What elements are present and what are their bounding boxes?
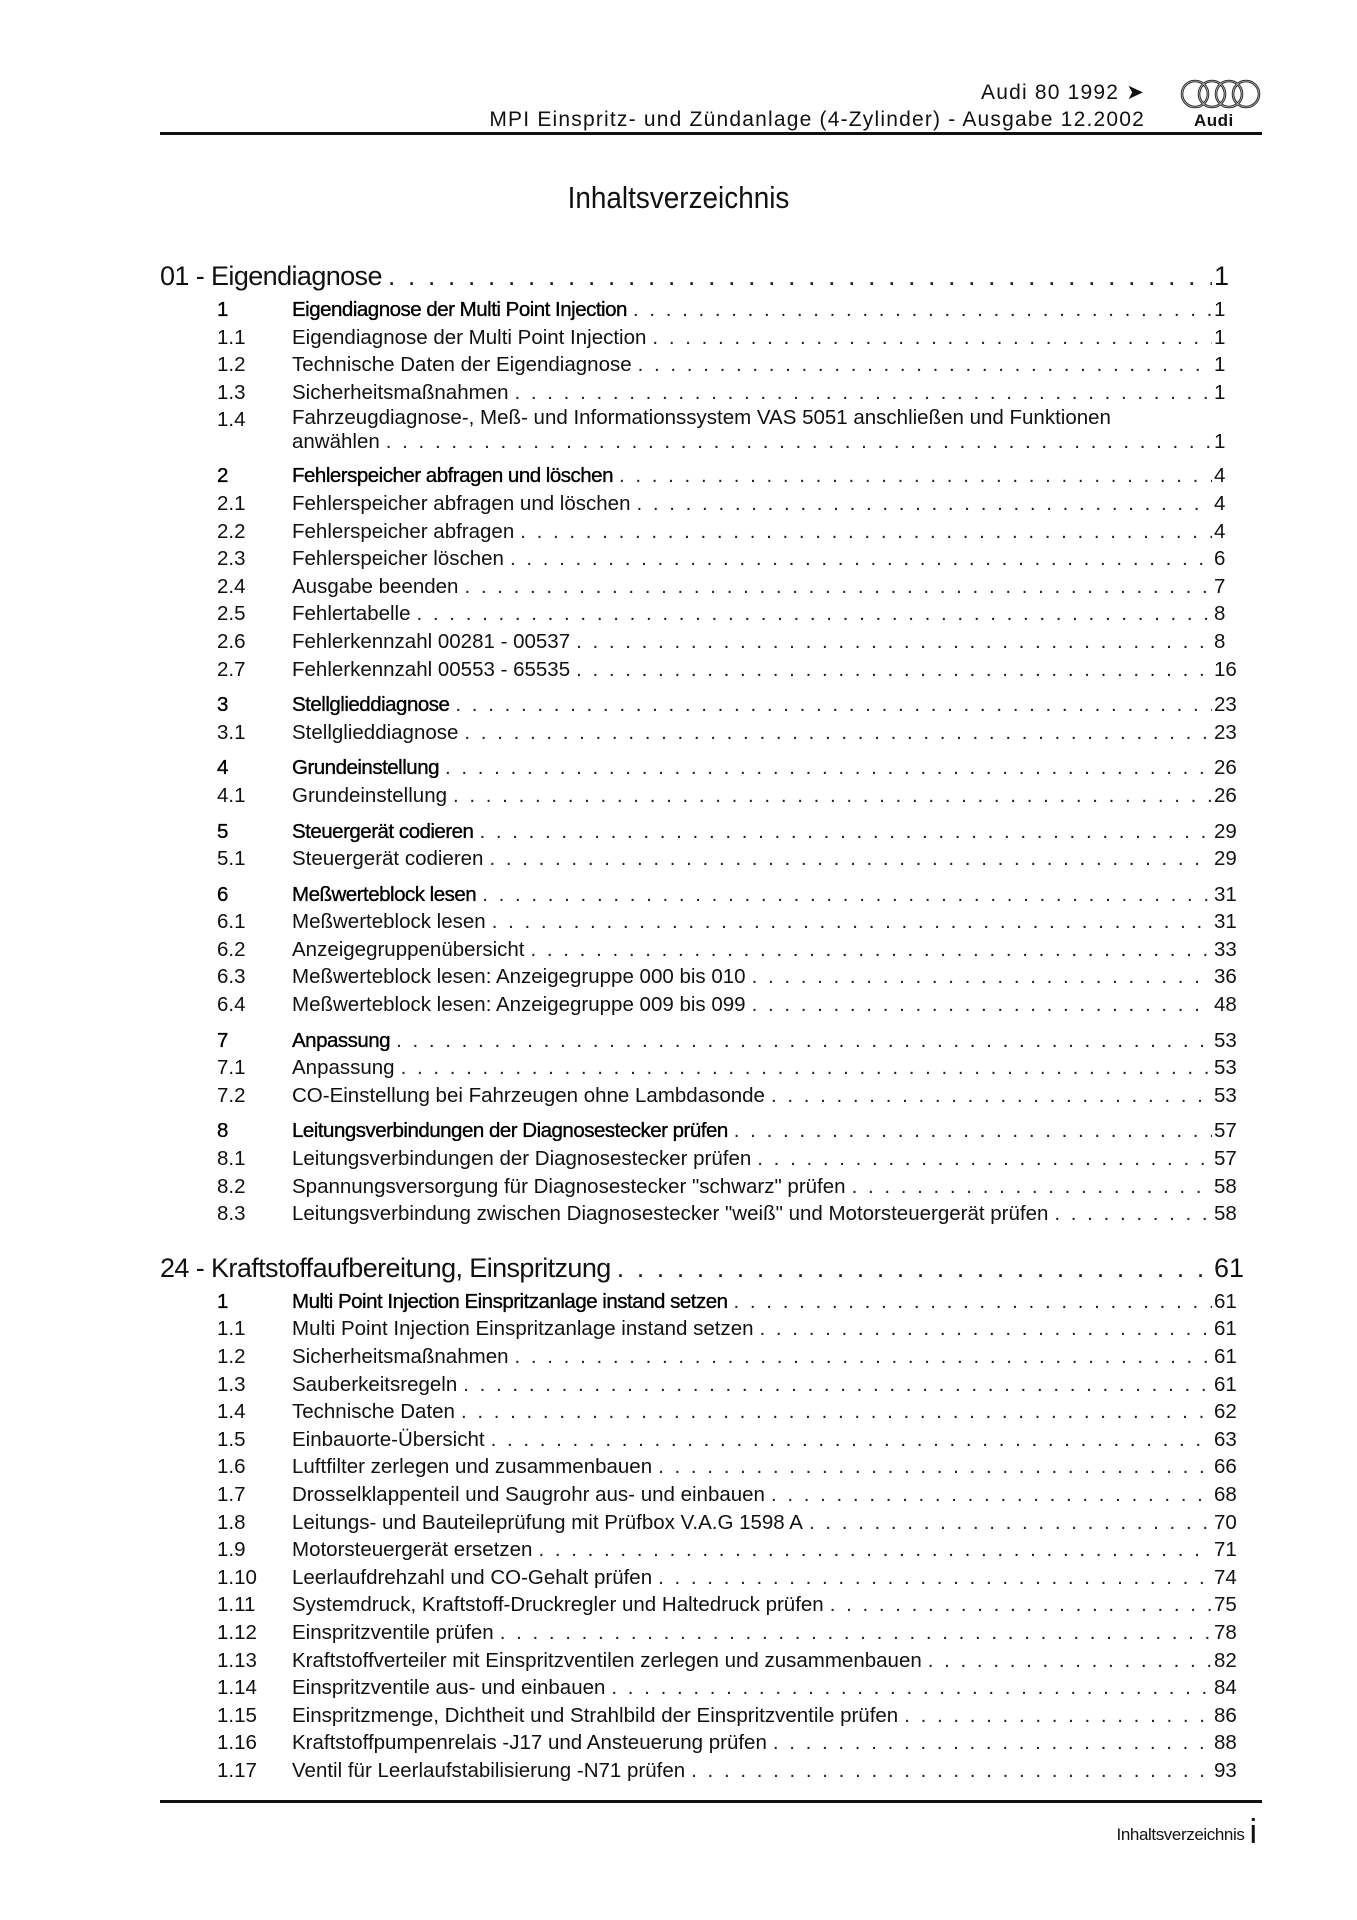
dot-leader — [464, 719, 1212, 747]
entry-title: Ausgabe beenden — [292, 574, 459, 598]
entry-page-number: 29 — [1214, 847, 1237, 871]
dot-leader — [760, 1315, 1212, 1343]
entry-page-number: 4 — [1214, 464, 1226, 488]
dot-leader — [492, 908, 1212, 936]
entry-title-continued-row — [160, 430, 1262, 454]
entry-page-number: 63 — [1214, 1427, 1237, 1451]
dot-leader — [401, 1054, 1212, 1082]
toc-entry[interactable] — [160, 296, 1262, 324]
entry-number: 1 — [217, 1289, 228, 1313]
entry-number: 1.11 — [217, 1593, 256, 1617]
toc-entry[interactable] — [160, 406, 1262, 454]
dot-leader — [633, 296, 1212, 324]
entry-title: Leitungsverbindungen der Diagnosestecker prüfen — [292, 1119, 728, 1143]
entry-page-number: 53 — [1214, 1083, 1237, 1107]
dot-leader — [904, 1702, 1212, 1730]
entry-title: Meßwerteblock lesen — [292, 910, 486, 934]
toc-entry[interactable] — [160, 462, 1262, 490]
entry-title: Drosselklappenteil und Saugrohr aus- und einbauen — [292, 1482, 765, 1506]
dot-leader — [453, 782, 1212, 810]
entry-page-number: 88 — [1214, 1731, 1237, 1755]
entry-page-number: 1 — [1214, 298, 1226, 321]
entry-title: Einspritzmenge, Dichtheit und Strahlbild der Einspritzventile prüfen — [292, 1703, 899, 1727]
entry-title: Fehlerkennzahl 00281 - 00537 — [292, 629, 571, 653]
dot-leader — [809, 1509, 1212, 1537]
entry-page-number: 62 — [1214, 1400, 1237, 1424]
table-of-contents — [160, 258, 1262, 1785]
entry-title: Ventil für Leerlaufstabilisierung -N71 prüfen — [292, 1758, 686, 1782]
toc-entry[interactable] — [160, 754, 1262, 782]
toc-entry[interactable] — [160, 1082, 1262, 1110]
entry-number: 6.3 — [217, 965, 246, 989]
entry-page-number: 6 — [1214, 547, 1226, 571]
entry-number: 2.3 — [217, 547, 246, 571]
toc-entry[interactable] — [160, 1343, 1262, 1371]
dot-leader — [500, 1619, 1212, 1647]
toc-entry[interactable] — [160, 1117, 1262, 1145]
entry-title: Kraftstoffverteiler mit Einspritzventilen zerlegen und zusammenbauen — [292, 1648, 922, 1672]
dot-leader — [576, 656, 1212, 684]
dot-leader — [928, 1647, 1212, 1675]
dot-leader — [461, 1398, 1212, 1426]
chapter-page-number: 1 — [1214, 261, 1230, 291]
entry-title: Systemdruck, Kraftstoff-Druckregler und Haltedruck prüfen — [292, 1593, 824, 1617]
entry-title: Anpassung — [292, 1056, 395, 1080]
toc-entry[interactable] — [160, 656, 1262, 684]
dot-leader — [658, 1564, 1212, 1592]
entry-title: Kraftstoffpumpenrelais -J17 und Ansteuerung prüfen — [292, 1731, 767, 1755]
dot-leader — [617, 1250, 1212, 1286]
footer-label: Inhaltsverzeichnis — [1116, 1825, 1245, 1844]
entry-number: 1.1 — [217, 325, 246, 349]
toc-entry[interactable] — [160, 628, 1262, 656]
dot-leader — [658, 1453, 1212, 1481]
toc-entry[interactable] — [160, 1173, 1262, 1201]
entry-number: 2.2 — [217, 519, 246, 543]
dot-leader — [757, 1145, 1212, 1173]
entry-page-number: 26 — [1214, 756, 1237, 780]
dot-leader — [771, 1082, 1212, 1110]
entry-page-number: 1 — [1214, 325, 1226, 349]
chapter-heading: 24 - Kraftstoffaufbereitung, Einspritzung — [160, 1252, 611, 1283]
entry-page-number: 7 — [1214, 574, 1226, 598]
toc-entry[interactable] — [160, 324, 1262, 352]
entry-title: Eigendiagnose der Multi Point Injection — [292, 325, 647, 349]
entry-page-number: 61 — [1214, 1372, 1237, 1396]
entry-number: 6.2 — [217, 937, 246, 961]
toc-entry[interactable] — [160, 1453, 1262, 1481]
entry-title: CO-Einstellung bei Fahrzeugen ohne Lambdasonde — [292, 1083, 765, 1107]
dot-leader — [510, 545, 1212, 573]
toc-entry[interactable] — [160, 1702, 1262, 1730]
entry-page-number: 23 — [1214, 693, 1237, 717]
entry-title: Fehlerspeicher abfragen und löschen — [292, 491, 631, 515]
toc-entry[interactable] — [160, 881, 1262, 909]
dot-leader — [773, 1729, 1212, 1757]
toc-entry[interactable] — [160, 1426, 1262, 1454]
dot-leader — [417, 600, 1212, 628]
dot-leader — [386, 430, 1212, 454]
dot-leader — [691, 1757, 1212, 1785]
entry-number: 7 — [217, 1028, 228, 1052]
entry-page-number: 57 — [1214, 1147, 1237, 1171]
toc-entry[interactable] — [160, 1200, 1262, 1228]
entry-number: 1.15 — [217, 1703, 257, 1727]
dot-leader — [752, 963, 1212, 991]
toc-entry[interactable] — [160, 573, 1262, 601]
entry-title: Fehlerspeicher löschen — [292, 547, 504, 571]
entry-number: 1.17 — [217, 1758, 257, 1782]
dot-leader — [576, 628, 1212, 656]
entry-title: Meßwerteblock lesen: Anzeigegruppe 000 bis 010 — [292, 965, 746, 989]
entry-title: Multi Point Injection Einspritzanlage instand setzen — [292, 1317, 754, 1341]
entry-title: Spannungsversorgung für Diagnosestecker "schwarz" prüfen — [292, 1174, 846, 1198]
entry-number: 1.1 — [217, 1317, 246, 1341]
entry-number: 1.12 — [217, 1620, 257, 1644]
entry-title: Multi Point Injection Einspritzanlage instand setzen — [292, 1289, 728, 1313]
footer — [1116, 1813, 1257, 1851]
dot-leader — [734, 1117, 1212, 1145]
dot-leader — [455, 691, 1212, 719]
toc-entry[interactable] — [160, 1054, 1262, 1082]
entry-number: 1.3 — [217, 1372, 246, 1396]
toc-entry[interactable] — [160, 1481, 1262, 1509]
entry-page-number: 26 — [1214, 783, 1237, 807]
dot-leader — [652, 324, 1212, 352]
toc-entry[interactable] — [160, 1509, 1262, 1537]
toc-entry[interactable] — [160, 719, 1262, 747]
entry-page-number: 31 — [1214, 882, 1237, 906]
entry-number: 8 — [217, 1119, 228, 1143]
entry-number: 7.1 — [217, 1056, 246, 1080]
entry-page-number: 86 — [1214, 1703, 1237, 1727]
dot-leader — [752, 991, 1212, 1019]
toc-entry[interactable] — [160, 1315, 1262, 1343]
entry-title: Sauberkeitsregeln — [292, 1372, 458, 1396]
toc-entry[interactable] — [160, 1536, 1262, 1564]
entry-title: Fehlertabelle — [292, 602, 411, 626]
entry-page-number: 1 — [1214, 353, 1226, 377]
chapter-page-number: 61 — [1214, 1252, 1245, 1283]
entry-number: 6.1 — [217, 910, 246, 934]
dot-leader — [1054, 1200, 1212, 1228]
toc-chapter[interactable] — [160, 1250, 1262, 1286]
entry-number: 2.5 — [217, 602, 246, 626]
entry-page-number: 48 — [1214, 993, 1237, 1017]
entry-page-number: 58 — [1214, 1202, 1237, 1226]
entry-title: Leitungsverbindung zwischen Diagnosestecker "weiß" und Motorsteuergerät prüfen — [292, 1202, 1049, 1226]
entry-number: 1.2 — [217, 1345, 246, 1368]
entry-number: 1.9 — [217, 1538, 246, 1562]
entry-number: 1.4 — [217, 1400, 246, 1424]
header-rule — [160, 132, 1262, 135]
entry-title: Grundeinstellung — [292, 783, 447, 807]
entry-page-number: 70 — [1214, 1510, 1237, 1534]
toc-entry[interactable] — [160, 1674, 1262, 1702]
entry-title: Luftfilter zerlegen und zusammenbauen — [292, 1455, 653, 1479]
toc-entry[interactable] — [160, 1564, 1262, 1592]
entry-title: Anpassung — [292, 1028, 391, 1052]
entry-number: 5 — [217, 819, 228, 843]
entry-title: Einspritzventile aus- und einbauen — [292, 1676, 606, 1700]
toc-entry[interactable] — [160, 991, 1262, 1019]
footer-rule — [160, 1800, 1262, 1803]
entry-title: Fehlerspeicher abfragen und löschen — [292, 464, 613, 488]
entry-number: 1.4 — [217, 408, 246, 432]
toc-entry[interactable] — [160, 1619, 1262, 1647]
entry-number: 1.10 — [217, 1565, 257, 1589]
dot-leader — [638, 351, 1212, 379]
entry-title: Eigendiagnose der Multi Point Injection — [292, 298, 627, 321]
entry-title: Technische Daten — [292, 1400, 455, 1424]
dot-leader — [464, 573, 1212, 601]
header-subtitle: MPI Einspritz- und Zündanlage (4-Zylinder) - Ausgabe 12.2002 — [489, 108, 1145, 131]
dot-leader — [396, 1027, 1212, 1055]
dot-leader — [388, 258, 1212, 294]
toc-entry[interactable] — [160, 936, 1262, 964]
dot-leader — [445, 754, 1212, 782]
toc-entry[interactable] — [160, 379, 1262, 407]
entry-number: 4.1 — [217, 783, 246, 807]
dot-leader — [515, 1343, 1213, 1371]
entry-number: 3 — [217, 693, 228, 717]
dot-leader — [771, 1481, 1212, 1509]
entry-title: Grundeinstellung — [292, 756, 439, 780]
audi-wordmark: Audi — [1194, 111, 1234, 130]
dot-leader — [491, 1426, 1212, 1454]
toc-entry[interactable] — [160, 782, 1262, 810]
toc-entry[interactable] — [160, 518, 1262, 546]
entry-page-number: 57 — [1214, 1119, 1237, 1143]
entry-number: 1.8 — [217, 1510, 246, 1534]
entry-page-number: 4 — [1214, 491, 1226, 515]
entry-page-number: 61 — [1214, 1289, 1237, 1313]
toc-entry[interactable] — [160, 818, 1262, 846]
entry-page-number: 29 — [1214, 819, 1237, 843]
dot-leader — [619, 462, 1212, 490]
entry-number: 1.3 — [217, 380, 246, 404]
entry-number: 1.7 — [217, 1482, 246, 1506]
entry-page-number: 23 — [1214, 720, 1237, 744]
dot-leader — [830, 1591, 1212, 1619]
entry-page-number: 1 — [1214, 380, 1226, 404]
entry-number: 2 — [217, 464, 228, 488]
entry-page-number: 84 — [1214, 1676, 1237, 1700]
entry-page-number: 66 — [1214, 1455, 1237, 1479]
entry-title: Leerlaufdrehzahl und CO-Gehalt prüfen — [292, 1565, 653, 1589]
entry-number: 8.1 — [217, 1147, 246, 1171]
entry-page-number: 1 — [1214, 430, 1226, 454]
entry-number: 3.1 — [217, 720, 246, 744]
entry-title: Motorsteuergerät ersetzen — [292, 1538, 533, 1562]
toc-entry[interactable] — [160, 351, 1262, 379]
entry-title-continued: anwählen — [292, 430, 380, 454]
toc-entry[interactable] — [160, 545, 1262, 573]
entry-number: 2.7 — [217, 657, 246, 681]
entry-number: 8.2 — [217, 1174, 246, 1198]
toc-entry[interactable] — [160, 1729, 1262, 1757]
toc-entry[interactable] — [160, 1288, 1262, 1316]
entry-page-number: 4 — [1214, 519, 1226, 543]
dot-leader — [636, 490, 1212, 518]
entry-page-number: 53 — [1214, 1056, 1237, 1080]
entry-page-number: 93 — [1214, 1758, 1237, 1782]
dot-leader — [520, 518, 1212, 546]
dot-leader — [538, 1536, 1212, 1564]
dot-leader — [734, 1288, 1212, 1316]
entry-title: Stellglieddiagnose — [292, 720, 459, 744]
toc-entry[interactable] — [160, 1145, 1262, 1173]
toc-entry[interactable] — [160, 490, 1262, 518]
dot-leader — [489, 845, 1212, 873]
entry-title: Leitungs- und Bauteileprüfung mit Prüfbox V.A.G 1598 A — [292, 1510, 803, 1534]
entry-page-number: 8 — [1214, 602, 1226, 626]
entry-title: Anzeigegruppenübersicht — [292, 937, 525, 961]
chapter-heading: 01 - Eigendiagnose — [160, 261, 382, 291]
entry-number: 4 — [217, 756, 228, 780]
entry-number: 1.16 — [217, 1731, 257, 1755]
entry-number: 1 — [217, 298, 228, 321]
toc-entry[interactable] — [160, 1757, 1262, 1785]
entry-number: 2.1 — [217, 491, 246, 515]
entry-page-number: 53 — [1214, 1028, 1237, 1052]
entry-page-number: 36 — [1214, 965, 1237, 989]
entry-title: Stellglieddiagnose — [292, 693, 450, 717]
entry-page-number: 74 — [1214, 1565, 1237, 1589]
entry-number: 1.14 — [217, 1676, 257, 1700]
entry-page-number: 71 — [1214, 1538, 1237, 1562]
entry-number: 2.4 — [217, 574, 246, 598]
entry-page-number: 75 — [1214, 1593, 1237, 1617]
entry-page-number: 82 — [1214, 1648, 1237, 1672]
dot-leader — [482, 881, 1212, 909]
entry-page-number: 16 — [1214, 657, 1237, 681]
entry-number: 6 — [217, 882, 228, 906]
toc-entry[interactable] — [160, 691, 1262, 719]
toc-entry[interactable] — [160, 963, 1262, 991]
entry-number: 1.13 — [217, 1648, 257, 1672]
dot-leader — [515, 379, 1213, 407]
page-title: Inhaltsverzeichnis — [567, 180, 790, 215]
dot-leader — [531, 936, 1213, 964]
entry-title: Fehlerkennzahl 00553 - 65535 — [292, 657, 571, 681]
entry-page-number: 78 — [1214, 1620, 1237, 1644]
toc-entry[interactable] — [160, 1371, 1262, 1399]
toc-entry[interactable] — [160, 1647, 1262, 1675]
dot-leader — [852, 1173, 1212, 1201]
entry-title: Einbauorte-Übersicht — [292, 1427, 485, 1451]
entry-page-number: 31 — [1214, 910, 1237, 934]
entry-number: 1.6 — [217, 1455, 246, 1479]
entry-title: Technische Daten der Eigendiagnose — [292, 353, 632, 377]
entry-title: Fehlerspeicher abfragen — [292, 519, 515, 543]
toc-entry[interactable] — [160, 600, 1262, 628]
footer-page-marker: i — [1249, 1813, 1257, 1851]
toc-entry[interactable] — [160, 845, 1262, 873]
entry-page-number: 8 — [1214, 629, 1226, 653]
entry-title: Sicherheitsmaßnahmen — [292, 380, 509, 404]
entry-number: 2.6 — [217, 629, 246, 653]
entry-title: Fahrzeugdiagnose-, Meß- und Informationssystem VAS 5051 anschließen und Funktionen — [292, 406, 1111, 430]
entry-page-number: 61 — [1214, 1317, 1237, 1341]
header-model: Audi 80 1992 ➤ — [980, 81, 1145, 104]
dot-leader — [479, 818, 1212, 846]
entry-page-number: 58 — [1214, 1174, 1237, 1198]
toc-chapter[interactable] — [160, 258, 1262, 294]
entry-title: Steuergerät codieren — [292, 819, 474, 843]
entry-title: Einspritzventile prüfen — [292, 1620, 494, 1644]
entry-number: 7.2 — [217, 1083, 246, 1107]
entry-number: 5.1 — [217, 847, 246, 871]
entry-title: Steuergerät codieren — [292, 847, 484, 871]
entry-page-number: 61 — [1214, 1345, 1237, 1368]
toc-entry[interactable] — [160, 908, 1262, 936]
entry-page-number: 33 — [1214, 937, 1237, 961]
entry-number: 1.2 — [217, 353, 246, 377]
toc-entry[interactable] — [160, 1398, 1262, 1426]
entry-title: Sicherheitsmaßnahmen — [292, 1345, 509, 1368]
entry-number: 8.3 — [217, 1202, 246, 1226]
dot-leader — [463, 1371, 1212, 1399]
entry-number: 1.5 — [217, 1427, 246, 1451]
dot-leader — [611, 1674, 1212, 1702]
entry-title: Meßwerteblock lesen — [292, 882, 477, 906]
entry-title: Meßwerteblock lesen: Anzeigegruppe 009 bis 099 — [292, 993, 746, 1017]
entry-title: Leitungsverbindungen der Diagnosestecker prüfen — [292, 1147, 752, 1171]
toc-entry[interactable] — [160, 1027, 1262, 1055]
entry-number: 6.4 — [217, 993, 246, 1017]
entry-page-number: 68 — [1214, 1482, 1237, 1506]
toc-entry[interactable] — [160, 1591, 1262, 1619]
